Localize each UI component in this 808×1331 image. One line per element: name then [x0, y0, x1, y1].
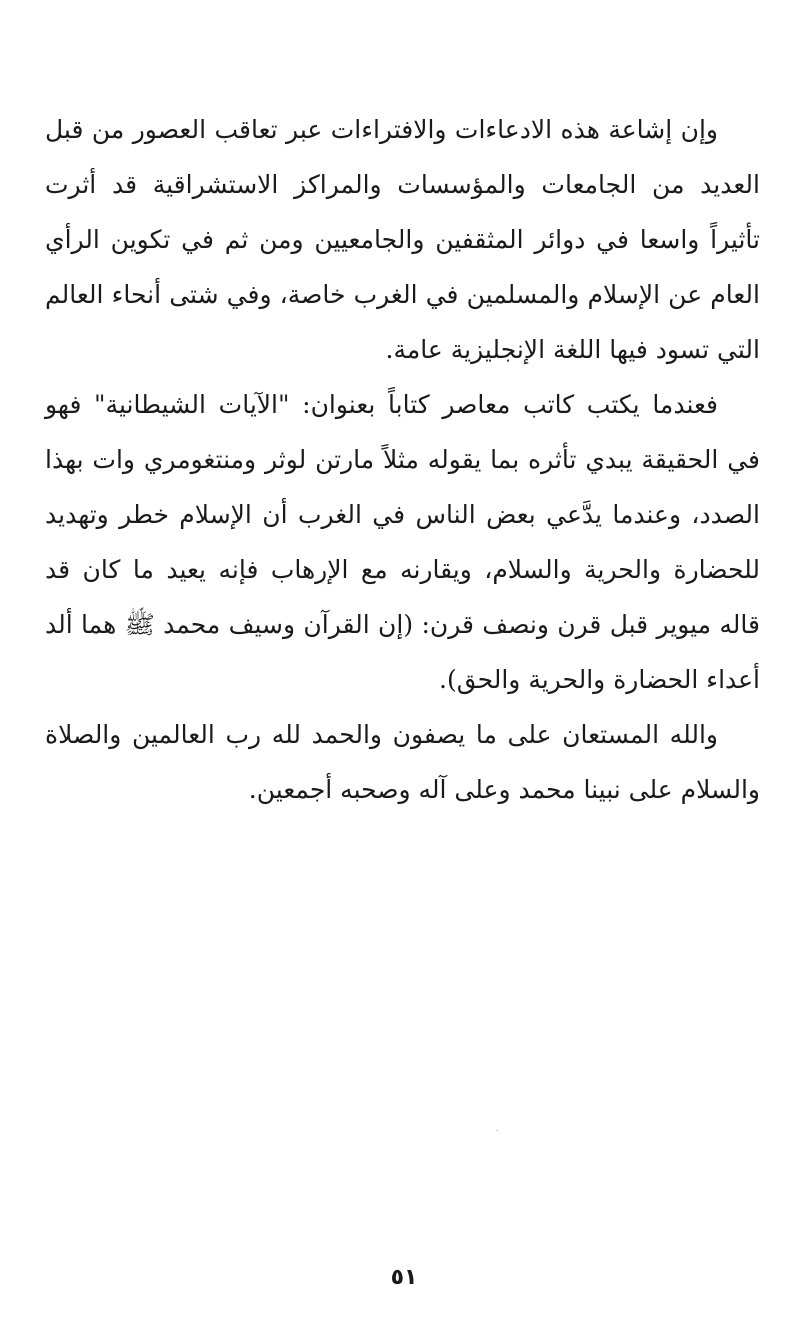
paragraph-1: وإن إشاعة هذه الادعاءات والافتراءات عبر تعاقب العصور من قبل العديد من الجامعات والمؤسسات والمراكز الاستشراقية قد أثرت تأثيراً واسعا في دوائر المثقفين والجامعيين ومن ثم في تكوين الرأي العام عن الإسلام والمسلمين في الغرب خاصة، وفي شتى أنحاء العالم التي تسود فيها اللغة الإنجليزية عامة. [45, 115, 760, 364]
body-text [45, 102, 760, 817]
paragraph-3: والله المستعان على ما يصفون والحمد لله رب العالمين والصلاة والسلام على نبينا محمد وعلى آله وصحبه أجمعين. [45, 720, 760, 804]
page-number: ٥١ [390, 1265, 418, 1290]
scan-speck [496, 1130, 498, 1131]
paragraph-2: فعندما يكتب كاتب معاصر كتاباً بعنوان: "الآيات الشيطانية" فهو في الحقيقة يبدي تأثره بما يقوله مثلاً مارتن لوثر ومنتغومري وات بهذا الصدد، وعندما يدَّعي بعض الناس في الغرب أن الإسلام خطر وتهديد للحضارة والحرية والسلام، ويقارنه مع الإرهاب فإنه يعيد ما كان قد قاله ميوير قبل قرن ونصف قرن: (إن القرآن وسيف محمد ﷺ هما ألد أعداء الحضارة والحرية والحق). [45, 390, 760, 694]
